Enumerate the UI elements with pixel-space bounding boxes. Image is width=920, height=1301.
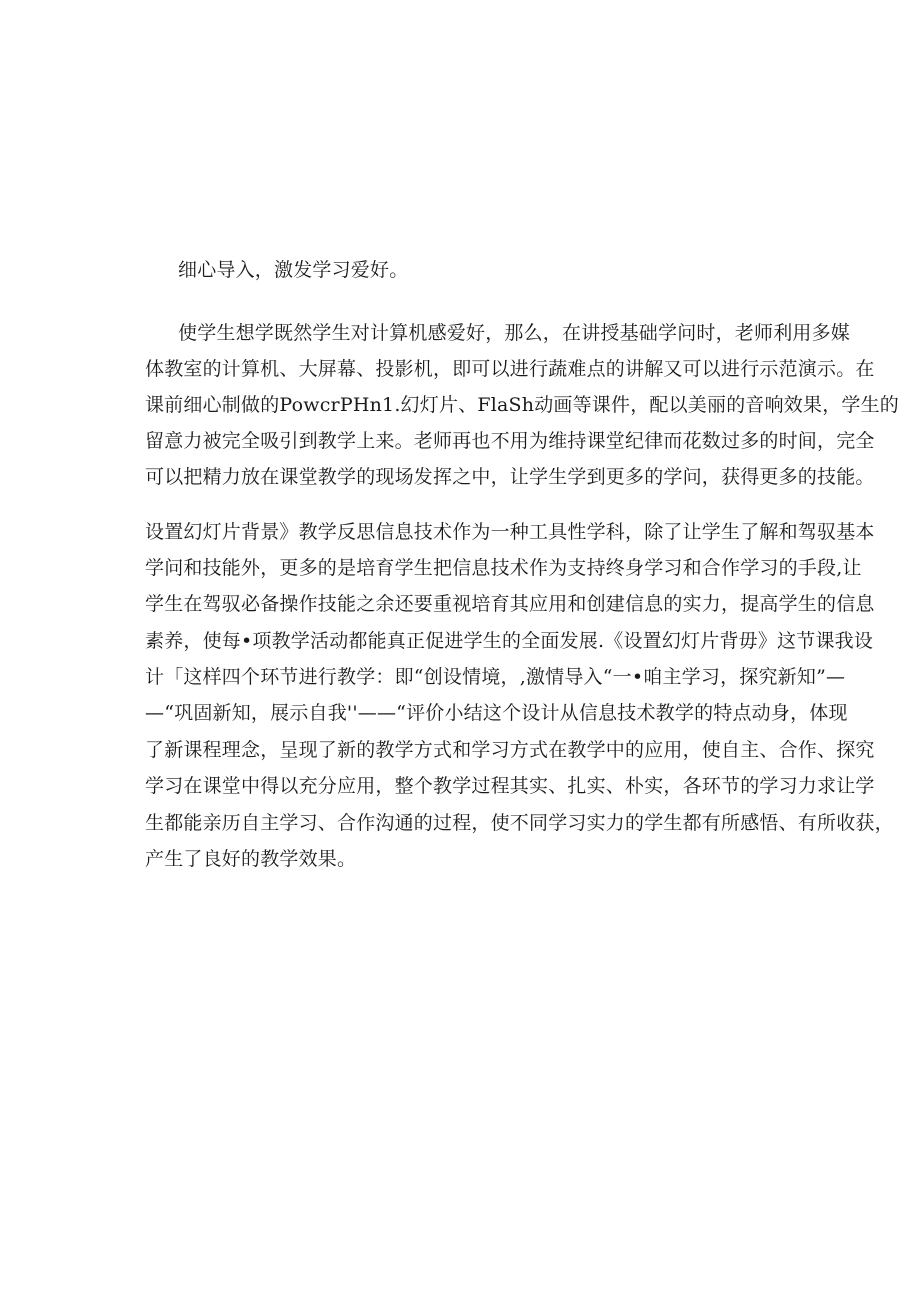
paragraph-line: 可以把精力放在课堂教学的现场发挥之中，让学生学到更多的学问，获得更多的技能。 bbox=[145, 466, 875, 488]
paragraph-line: 课前细心制做的PowcrPHn1.幻灯片、FlaSh动画等课件，配以美丽的音响效果，学生的 bbox=[145, 394, 900, 416]
paragraph-line: 设置幻灯片背景》教学反思信息技术作为一种工具性学科，除了让学生了解和驾驭基本 bbox=[145, 521, 875, 543]
paragraph-line: 素养，使每•项教学活动都能真正促进学生的全面发展.《设置幻灯片背毋》这节课我设 bbox=[145, 630, 874, 652]
paragraph-line: 体教室的计算机、大屏幕、投影机，即可以进行蔬难点的讲解又可以进行示范演示。在 bbox=[145, 358, 875, 380]
paragraph-line-last: 产生了良好的教学效果。 bbox=[145, 848, 357, 870]
paragraph-line: 留意力被完全吸引到教学上来。老师再也不用为维持课堂纪律而花数过多的时间，完全 bbox=[145, 430, 875, 452]
paragraph-line: 了新课程理念，呈现了新的教学方式和学习方式在教学中的应用，使自主、合作、探究 bbox=[145, 739, 875, 761]
paragraph-line: —“巩固新知，展示自我''——“评价小结这个设计从信息技术教学的特点动身，体现 bbox=[145, 702, 848, 724]
paragraph-line: 使学生想学既然学生对计算机感爱好，那么，在讲授基础学问时，老师利用多媒 bbox=[178, 322, 851, 344]
paragraph-line: 学习在课堂中得以充分应用，整个教学过程其实、扎实、朴实，各环节的学习力求让学 bbox=[145, 775, 875, 797]
paragraph-line: 生都能亲历自主学习、合作沟通的过程，使不同学习实力的学生都有所感悟、有所收获， bbox=[145, 812, 894, 834]
paragraph-line: 学问和技能外，更多的是培育学生把信息技术作为支持终身学习和合作学习的手段,让 bbox=[145, 557, 862, 579]
section-heading: 细心导入，激发学习爱好。 bbox=[178, 259, 409, 281]
paragraph-line: 学生在驾驭必备操作技能之余还要重视培育其应用和创建信息的实力，提高学生的信息 bbox=[145, 593, 875, 615]
paragraph-line: 计「这样四个环节进行教学：即“创设情境，,激情导入“一•咱主学习，探究新知”— bbox=[145, 666, 846, 688]
